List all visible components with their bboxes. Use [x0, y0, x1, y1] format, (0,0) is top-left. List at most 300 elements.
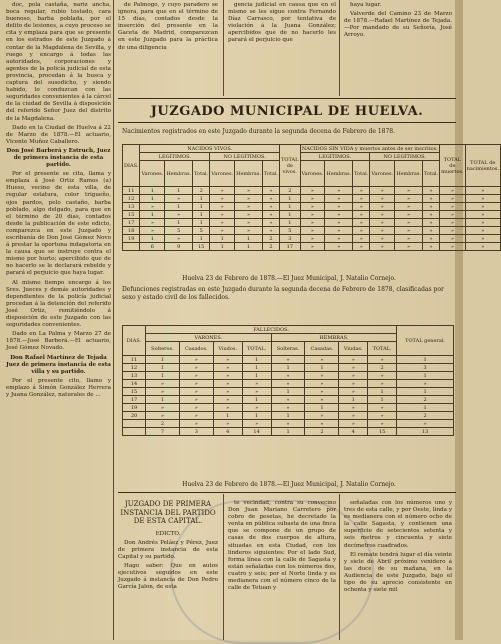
table-cell: »: [368, 412, 397, 420]
table-cell: »: [339, 388, 368, 396]
column-rule: [223, 0, 224, 96]
paragraph: Dado en la Ciudad de Huelva á 22 de Marzo de 1878.—El actuario, Vicente Muñoz Caballero.: [6, 124, 111, 145]
table-row: [123, 420, 454, 428]
table-cell: 1: [242, 396, 271, 404]
table-cell: »: [339, 420, 368, 428]
table-row: [123, 396, 454, 404]
table-cell: 5: [280, 227, 300, 235]
table-cell: »: [353, 187, 370, 195]
table-cell: 2: [368, 364, 397, 372]
table-cell: »: [440, 195, 466, 203]
header-cell: FALLECIDOS.: [146, 326, 397, 334]
table-cell: »: [397, 380, 454, 388]
header-cell: Total.: [422, 161, 439, 187]
table-cell: 1: [242, 372, 271, 380]
table-cell: »: [179, 404, 213, 412]
table-cell: »: [353, 219, 370, 227]
paragraph: Al mismo tiempo encargo á los Sres. Jueces y demás autoridades y dependientes de la policía judicial procedan á la detención del referido José Ortiz, remitiéndolo á disposición de este Juzgado con las seguridades convenientes.: [6, 279, 111, 329]
table-cell: »: [213, 420, 242, 428]
section-rule: [118, 492, 456, 493]
table-cell: 1: [165, 203, 193, 211]
table-cell: »: [339, 356, 368, 364]
paragraph: señaladas con los números uno y tres de esta calle, y por Oeste, linda y es medianera con el número ocho de la calle Sagasta, y contienen una superficie de setecientos setenta y seis metros y cincuenta y siete decímetros cuadrados.: [344, 500, 452, 549]
table-cell: 1: [242, 356, 271, 364]
total-cell: 1: [235, 243, 263, 251]
table-cell: »: [179, 364, 213, 372]
table-cell: 1: [280, 219, 300, 227]
table-cell: »: [242, 420, 271, 428]
total-cell: [123, 428, 146, 436]
paragraph: gencia judicial en causa que en el mismo se les sigue contra Fernando Díaz Carrasco, por tentativa de violación á la Juana González; apercibidos que de no hacerlo les parará el perjuicio que: [228, 2, 336, 44]
table-cell: »: [395, 203, 423, 211]
total-cell: [123, 243, 140, 251]
table-cell: »: [165, 235, 193, 243]
table-cell: 5: [165, 227, 193, 235]
table-cell: 1: [397, 372, 454, 380]
table-cell: 1: [397, 356, 454, 364]
table-cell: 1: [235, 235, 263, 243]
table-cell: 2: [280, 187, 300, 195]
table-cell: »: [465, 227, 500, 235]
table-cell: »: [325, 235, 353, 243]
table-cell: 17: [123, 396, 146, 404]
header-cell: NO LEGÍTIMOS.: [370, 153, 440, 161]
table-cell: »: [339, 372, 368, 380]
table-cell: 14: [123, 380, 146, 388]
table-cell: 1: [242, 412, 271, 420]
births-footer: Huelva 23 de Febrero de 1878.—El Juez Municipal, J. Natalio Cornejo.: [182, 275, 396, 282]
header-cell: Hembras.: [395, 161, 423, 187]
table-cell: 12: [123, 364, 146, 372]
table-cell: 1: [146, 356, 180, 364]
table-cell: »: [179, 372, 213, 380]
table-row: [123, 380, 454, 388]
table-cell: »: [325, 195, 353, 203]
table-cell: 19: [123, 404, 146, 412]
table-cell: »: [422, 187, 439, 195]
table-cell: 1: [271, 388, 305, 396]
header-cell: TOTAL de nacimientos.: [465, 145, 500, 187]
table-cell: »: [300, 219, 325, 227]
table-cell: »: [370, 219, 395, 227]
table-cell: »: [305, 420, 339, 428]
table-cell: »: [300, 211, 325, 219]
header-cell: Hembras.: [165, 161, 193, 187]
table-cell: »: [440, 219, 466, 227]
column-rule: [339, 0, 340, 96]
table-cell: 13: [123, 203, 140, 211]
header-cell: HEMBRAS.: [271, 334, 397, 342]
table-cell: »: [325, 219, 353, 227]
table-cell: 1: [140, 211, 165, 219]
table-cell: 5: [193, 227, 210, 235]
header-cell: TOTAL de vivos.: [280, 145, 300, 187]
births-caption: Nacimientos registrados en este Juzgado durante la segunda decena de Febrero de 1878.: [122, 128, 395, 135]
table-cell: 2: [193, 187, 210, 195]
table-cell: »: [300, 235, 325, 243]
header-cell: DIAS.: [123, 145, 140, 187]
total-cell: 13: [397, 428, 454, 436]
table-cell: 3: [280, 235, 300, 243]
header-cell: Viudas.: [339, 342, 368, 356]
lower-column-4: [344, 500, 452, 596]
header-cell: TOTAL general.: [397, 326, 454, 356]
table-cell: 1: [271, 364, 305, 372]
table-cell: »: [165, 211, 193, 219]
table-cell: »: [179, 388, 213, 396]
totals-row: [123, 428, 454, 436]
header-cell: TOTAL de muertos.: [440, 145, 466, 187]
edict-heading: EDICTO.: [155, 530, 181, 537]
table-cell: 13: [123, 372, 146, 380]
deaths-caption: Defunciones registradas en este Juzgado durante la segunda decena de Febrero de 1878, clasificadas por sexo y estado civil de los fallecidos.: [122, 286, 444, 301]
table-cell: 1: [397, 388, 454, 396]
table-cell: 1: [140, 195, 165, 203]
header-cell: Viudos.: [213, 342, 242, 356]
table-cell: »: [146, 380, 180, 388]
table-cell: 2: [397, 396, 454, 404]
lower-column-3: [228, 500, 336, 594]
total-cell: »: [370, 243, 395, 251]
header-cell: Hembras.: [325, 161, 353, 187]
total-cell: 15: [368, 428, 397, 436]
table-cell: »: [242, 388, 271, 396]
table-cell: »: [339, 380, 368, 388]
table-cell: 1: [210, 235, 235, 243]
header-cell: Hembras.: [235, 161, 263, 187]
deaths-footer: Huelva 23 de Febrero de 1878.—El Juez Municipal, J. Natalio Cornejo.: [182, 481, 396, 488]
table-cell: »: [422, 211, 439, 219]
table-cell: »: [305, 412, 339, 420]
table-cell: »: [440, 187, 466, 195]
table-cell: »: [146, 412, 180, 420]
table-cell: 1: [271, 412, 305, 420]
column-rule: [113, 0, 114, 640]
table-cell: »: [300, 227, 325, 235]
table-cell: »: [339, 404, 368, 412]
table-cell: »: [210, 219, 235, 227]
table-row: [123, 412, 454, 420]
header-cell: LEGÍTIMOS.: [140, 153, 210, 161]
table-cell: 1: [193, 211, 210, 219]
table-cell: »: [235, 203, 263, 211]
table-cell: »: [465, 211, 500, 219]
header-cell: NACIDOS VIVOS.: [140, 145, 280, 153]
table-cell: »: [395, 187, 423, 195]
column-3: [228, 2, 336, 47]
column-4: [344, 2, 452, 41]
table-cell: 1: [140, 235, 165, 243]
table-cell: »: [370, 235, 395, 243]
header-cell: Varones.: [370, 161, 395, 187]
table-cell: »: [368, 372, 397, 380]
table-cell: »: [235, 219, 263, 227]
deaths-body: [123, 356, 454, 436]
table-cell: »: [325, 227, 353, 235]
column-2: [118, 2, 218, 54]
total-cell: 2: [262, 243, 279, 251]
table-row: [123, 404, 454, 412]
paragraph: Valverde del Camino 23 de Marzo de 1878.—Rafael Martínez de Tejada.—Por mandado de su Señoría, José Arroyo.: [344, 11, 452, 39]
table-cell: »: [213, 404, 242, 412]
table-cell: 2: [262, 235, 279, 243]
table-cell: [123, 420, 146, 428]
total-cell: 7: [146, 428, 180, 436]
births-table: [122, 144, 501, 251]
header-cell: Total.: [353, 161, 370, 187]
paragraph: te vecindad, contra su convecino Don Juan Mariano Carretero por cobro de pesetas, he decretado la venta en pública subasta de una finca que se compone de un grupo de casas de dos cuerpos de altura, situadas en esta Ciudad, con los linderos siguientes: Por el lado Sud, forma línea con la calle de Sagasta y están señaladas con los números dos, cuatro y seis; por el Norte linda y es medianera con el número cinco de la calle de Tetuan y: [228, 500, 336, 592]
table-cell: »: [235, 187, 263, 195]
table-cell: 1: [193, 195, 210, 203]
paragraph: haya lugar.: [350, 2, 382, 8]
total-cell: »: [300, 243, 325, 251]
table-cell: »: [339, 364, 368, 372]
table-cell: »: [305, 388, 339, 396]
total-cell: 9: [165, 243, 193, 251]
table-cell: »: [305, 372, 339, 380]
header-cell: TOTAL.: [242, 342, 271, 356]
total-cell: »: [353, 243, 370, 251]
table-cell: 11: [123, 356, 146, 364]
table-cell: »: [179, 420, 213, 428]
header-cell: Varones.: [140, 161, 165, 187]
table-cell: »: [465, 187, 500, 195]
total-cell: 14: [242, 428, 271, 436]
header-cell: Varones.: [300, 161, 325, 187]
total-cell: »: [440, 243, 466, 251]
table-cell: »: [271, 356, 305, 364]
table-cell: »: [235, 195, 263, 203]
table-cell: »: [210, 203, 235, 211]
births-body: [123, 187, 501, 251]
section-title: JUZGADO MUNICIPAL DE HUELVA.: [150, 104, 424, 119]
total-cell: »: [465, 243, 500, 251]
table-cell: »: [210, 195, 235, 203]
table-cell: »: [353, 195, 370, 203]
page-edge: [455, 0, 463, 640]
table-cell: »: [465, 219, 500, 227]
table-cell: »: [440, 203, 466, 211]
table-cell: »: [146, 388, 180, 396]
table-cell: »: [305, 356, 339, 364]
table-cell: »: [440, 227, 466, 235]
paragraph-heading: Don Rafael Martínez de Tejada Juez de primera instancia de esta villa y su partido.: [6, 354, 111, 375]
table-cell: »: [395, 195, 423, 203]
table-cell: »: [353, 203, 370, 211]
section-rule: [118, 98, 456, 99]
table-cell: 2: [397, 412, 454, 420]
table-cell: »: [242, 380, 271, 388]
table-cell: »: [339, 412, 368, 420]
table-row: [123, 211, 501, 219]
total-cell: 6: [140, 243, 165, 251]
table-cell: »: [300, 203, 325, 211]
table-cell: »: [422, 195, 439, 203]
table-cell: »: [262, 219, 279, 227]
total-cell: 4: [213, 428, 242, 436]
paragraph: Hago saber: Que en autos ejecutivos seguidos en este Juzgado á instancia de Don Pedro García Jalon, de esta: [118, 562, 218, 591]
table-cell: 11: [123, 187, 140, 195]
table-cell: »: [262, 211, 279, 219]
table-cell: »: [395, 211, 423, 219]
total-cell: »: [422, 243, 439, 251]
court-heading: JUZGADO DE PRIMERA INSTANCIA DEL PARTIDO DE ESTA CAPITAL.: [120, 500, 216, 525]
table-cell: 18: [123, 227, 140, 235]
table-cell: 1: [146, 372, 180, 380]
table-cell: »: [271, 404, 305, 412]
table-cell: 1: [305, 404, 339, 412]
table-cell: 1: [280, 195, 300, 203]
table-cell: »: [213, 380, 242, 388]
total-cell: 1: [210, 243, 235, 251]
table-cell: 1: [397, 404, 454, 412]
table-cell: 1: [305, 364, 339, 372]
table-cell: »: [262, 187, 279, 195]
table-cell: »: [213, 356, 242, 364]
table-row: [123, 235, 501, 243]
table-cell: 1: [146, 364, 180, 372]
table-row: [123, 195, 501, 203]
paragraph: Don Andrés Peláez y Pérez, Juez de primera instancia de esta Capital y su partido.: [118, 539, 218, 560]
paragraph: doc, pola castaña, nariz ancha, boca regular, rubio tostado, cara buenoso, barba poblada, por el delito de lesiones, a cuyo proceso se cita y emplaza para que se presente en los estrados de este Juzgado á contar de la Magdalena de Sevilla, y ruego y encargo á todas las autoridades, corporaciones y agentes de la policía judicial de esta provincia, procedan á la busca y captura del susodicho, y siendo habido, lo conduzcan con las seguridades convenientes á la cárcel de la ciudad de Sevilla á disposición del referido Señor Juez del distrito de la Magdalena.: [6, 2, 111, 122]
paragraph: El remate tendrá lugar el día veinte y siete de Abril próximo venidero á las doce de su mañana, en la Audiencia de este Juzgado, bajo el tipo de su aprecio consistente en ochenta y siete mil: [344, 551, 452, 594]
header-cell: Solteros.: [146, 342, 180, 356]
table-cell: »: [325, 211, 353, 219]
table-cell: 1: [242, 364, 271, 372]
table-cell: »: [213, 372, 242, 380]
total-cell: 17: [280, 243, 300, 251]
table-cell: »: [465, 203, 500, 211]
table-cell: »: [305, 380, 339, 388]
table-cell: »: [325, 187, 353, 195]
table-row: [123, 203, 501, 211]
table-cell: »: [465, 195, 500, 203]
table-cell: »: [242, 404, 271, 412]
table-cell: 2: [146, 420, 180, 428]
table-cell: »: [395, 227, 423, 235]
table-cell: »: [422, 203, 439, 211]
table-cell: 20: [123, 412, 146, 420]
table-cell: »: [179, 380, 213, 388]
table-cell: »: [179, 412, 213, 420]
table-cell: »: [146, 404, 180, 412]
table-cell: 1: [280, 203, 300, 211]
table-cell: 1: [280, 211, 300, 219]
table-cell: »: [262, 227, 279, 235]
header-cell: NACIDOS SIN VIDA y muertos antes de ser inscritos.: [301, 145, 438, 152]
table-cell: »: [262, 195, 279, 203]
header-cell: Solteras.: [271, 342, 305, 356]
table-cell: »: [140, 227, 165, 235]
table-cell: »: [300, 187, 325, 195]
table-cell: »: [370, 203, 395, 211]
table-cell: »: [140, 203, 165, 211]
table-cell: »: [271, 420, 305, 428]
table-cell: »: [140, 219, 165, 227]
totals-row: [123, 243, 501, 251]
table-cell: »: [271, 396, 305, 404]
table-cell: »: [353, 235, 370, 243]
table-cell: »: [370, 187, 395, 195]
paragraph-heading: Don José Barberá y Estruch, Juez de primera instancia de esta partido.: [6, 147, 111, 169]
table-row: [123, 364, 454, 372]
header-cell: DIAS.: [123, 326, 146, 356]
total-cell: 2: [305, 428, 339, 436]
table-cell: »: [422, 235, 439, 243]
table-row: [123, 372, 454, 380]
table-cell: »: [213, 364, 242, 372]
table-cell: »: [210, 227, 235, 235]
table-row: [123, 227, 501, 235]
header-cell: Varones.: [210, 161, 235, 187]
table-cell: »: [213, 396, 242, 404]
paragraph: de Palmogo, y cuyo paradero se ignora, para que en el término de 15 días, contados desde la inserción del presente en la Gaceta de Madrid, comparezcan en este Juzgado para la práctica de una diligencia: [118, 2, 218, 51]
table-cell: »: [210, 187, 235, 195]
paragraph: Por el presente se cita, llama y emplaza á José Ortiz Ramos (a) Hueso, vecino de esta villa, de regular estatura, color trigueño, ojos pardos, pelo castaño, barba poblado, algo delgado, para que en el término de 20 días, contados desde la publicación de este edicto, comparezca en este Juzgado y escribanía de Don José Gómez Novo á prestar la oportuna indagatoria en la causa que se instruye contra el mismo por hurto; apercibido que de no hacerlo se le declarará rebelde y parará el perjuicio que haya lugar.: [6, 171, 111, 277]
table-cell: 1: [213, 412, 242, 420]
table-cell: 1: [165, 219, 193, 227]
table-cell: »: [179, 356, 213, 364]
total-cell: 3: [179, 428, 213, 436]
table-cell: 1: [165, 187, 193, 195]
total-cell: »: [395, 243, 423, 251]
table-cell: 17: [123, 219, 140, 227]
total-cell: 4: [339, 428, 368, 436]
table-row: [123, 219, 501, 227]
table-cell: »: [300, 195, 325, 203]
table-cell: »: [179, 396, 213, 404]
table-cell: »: [271, 380, 305, 388]
table-cell: »: [353, 227, 370, 235]
table-cell: »: [395, 235, 423, 243]
header-cell: LEGÍTIMOS.: [300, 153, 370, 161]
table-cell: 1: [339, 396, 368, 404]
header-cell: Total.: [262, 161, 279, 187]
table-cell: »: [368, 420, 397, 428]
table-cell: »: [353, 211, 370, 219]
table-cell: 15: [123, 211, 140, 219]
table-cell: 15: [123, 388, 146, 396]
table-cell: »: [370, 211, 395, 219]
total-cell: »: [325, 243, 353, 251]
table-row: [123, 388, 454, 396]
table-cell: »: [422, 219, 439, 227]
table-cell: 3: [397, 364, 454, 372]
table-cell: 1: [140, 187, 165, 195]
table-cell: »: [422, 227, 439, 235]
paragraph: Por el presente cito, llamo y emplazo á Simón González Herrera y Juana González, naturales de ...: [6, 377, 111, 398]
table-cell: 1: [193, 235, 210, 243]
header-cell: Casados.: [179, 342, 213, 356]
table-cell: »: [395, 219, 423, 227]
table-cell: »: [262, 203, 279, 211]
header-cell: TOTAL.: [368, 342, 397, 356]
table-cell: »: [368, 356, 397, 364]
table-cell: 12: [123, 195, 140, 203]
table-cell: »: [368, 380, 397, 388]
table-row: [123, 187, 501, 195]
section-rule: [118, 122, 456, 123]
table-cell: 1: [368, 388, 397, 396]
table-cell: »: [440, 235, 466, 243]
header-cell: Total.: [193, 161, 210, 187]
deaths-table: [122, 325, 454, 436]
header-cell: NO LEGÍTIMOS.: [210, 153, 280, 161]
table-cell: 1: [193, 219, 210, 227]
table-cell: »: [165, 195, 193, 203]
table-cell: »: [235, 227, 263, 235]
total-cell: 1: [271, 428, 305, 436]
